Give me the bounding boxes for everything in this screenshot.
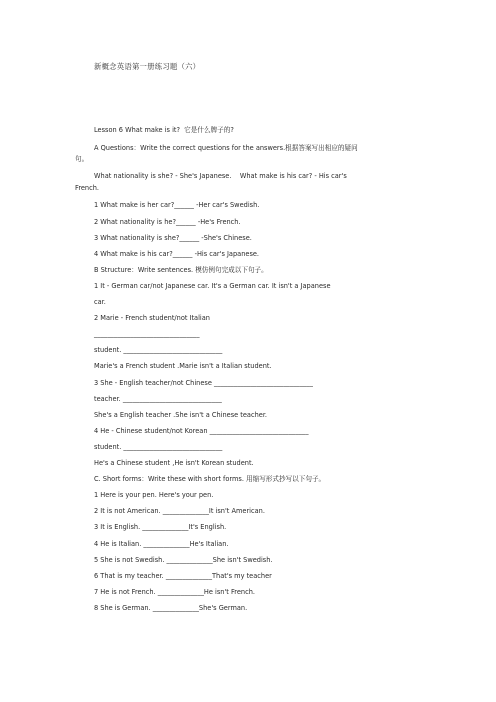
section-b-item-2-student: student. ______________________________	[94, 346, 223, 354]
section-b-item-4-student: student. ______________________________	[94, 443, 223, 451]
section-a-example: What nationality is she? - She's Japanese. What make is his car? - His car's	[94, 172, 347, 180]
section-b-item-3: 3 She - English teacher/not Chinese ______________________________	[94, 379, 313, 387]
section-b-item-4: 4 He - Chinese student/not Korean ______________________________	[94, 427, 309, 435]
page-title: 新概念英语第一册练习题（六）	[94, 62, 201, 71]
section-a-instruction: A Questions：Write the correct questions for the answers.根据答案写出相应的疑问	[94, 144, 358, 152]
section-c-item-4: 4 He is Italian. ______________He's Italian.	[94, 540, 229, 548]
section-c-item-6: 6 That is my teacher. ______________That's my teacher	[94, 572, 272, 580]
section-b-instruction: B Structure：Write sentences. 模仿例句完成以下句子。	[94, 266, 268, 274]
section-b-item-2-blank: ________________________________	[94, 330, 200, 338]
section-a-item-3: 3 What nationality is she?______ -She's Chinese.	[94, 234, 252, 242]
section-c-item-5: 5 She is not Swedish. ______________She isn't Swedish.	[94, 556, 273, 564]
section-b-item-3-answer: She's a English teacher .She isn't a Chinese teacher.	[94, 411, 268, 419]
section-c-item-1: 1 Here is your pen. Here's your pen.	[94, 491, 214, 499]
section-c-instruction: C. Short forms：Write these with short forms. 用缩写形式抄写以下句子。	[94, 475, 326, 483]
section-a-item-4: 4 What make is his car?______ -His car's Japanese.	[94, 250, 260, 258]
section-b-item-3-teacher: teacher. ______________________________	[94, 395, 222, 403]
section-c-item-8: 8 She is German. ______________She's German.	[94, 604, 248, 612]
section-b-item-1: 1 It - German car/not Japanese car. It's a German car. It isn't a Japanese	[94, 282, 331, 290]
section-a-item-2: 2 What nationality is he?______ -He's French.	[94, 218, 241, 226]
section-b-item-4-answer: He's a Chinese student ,He isn't Korean student.	[94, 459, 254, 467]
lesson-heading: Lesson 6 What make is it? 它是什么牌子的?	[94, 126, 234, 134]
section-b-item-2: 2 Marie - French student/not Italian	[94, 314, 210, 322]
section-c-item-2: 2 It is not American. ______________It isn't American.	[94, 507, 265, 515]
section-a-instruction-cont: 句。	[75, 155, 89, 163]
section-a-item-1: 1 What make is her car?______ -Her car's Swedish.	[94, 201, 260, 209]
section-a-example-cont: French.	[75, 184, 100, 192]
section-b-item-1-cont: car.	[94, 298, 106, 306]
section-c-item-3: 3 It is English. ______________It's English.	[94, 523, 227, 531]
section-c-item-7: 7 He is not French. ______________He isn't French.	[94, 588, 255, 596]
section-b-item-2-answer: Marie's a French student .Marie isn't a Italian student.	[94, 362, 272, 370]
